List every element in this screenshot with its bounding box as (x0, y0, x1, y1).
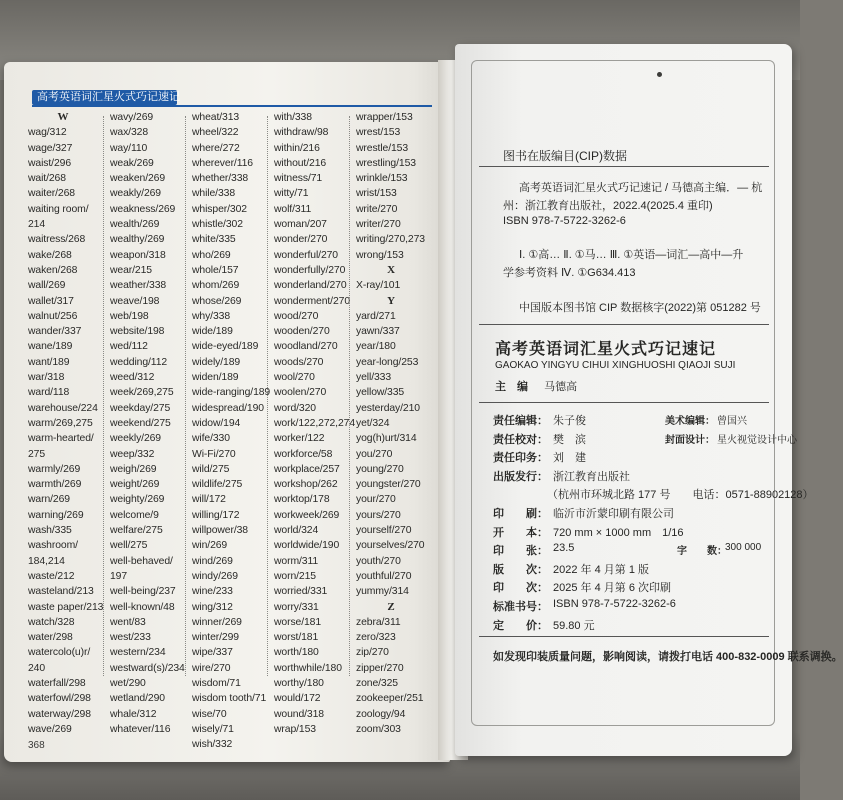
index-entry: youth/270 (356, 555, 401, 567)
index-entry: yummy/314 (356, 586, 409, 598)
index-entry: witty/71 (274, 188, 309, 200)
index-entry: whom/269 (192, 280, 240, 292)
index-entry: woolen/270 (274, 387, 327, 399)
index-entry: wire/270 (192, 662, 231, 674)
index-entry: worse/181 (274, 616, 322, 628)
cip-entry-line: 州：浙江教育出版社，2022.4(2025.4 重印) (503, 200, 713, 212)
index-entry: yellow/335 (356, 387, 405, 399)
index-entry: yard/271 (356, 310, 396, 322)
index-entry: weak/269 (110, 157, 154, 169)
index-entry: where/272 (192, 142, 240, 154)
index-entry: withdraw/98 (274, 127, 329, 139)
index-entry: 275 (28, 448, 46, 460)
detail-label: 开 本： (493, 526, 548, 539)
detail-value: （杭州市环城北路 177 号 电话：0571-88902128） (547, 489, 814, 502)
index-entry: watch/328 (28, 616, 75, 628)
index-entry: worried/331 (274, 586, 328, 598)
detail-label-secondary: 字 数： (677, 546, 727, 558)
index-entry: wander/337 (28, 326, 82, 338)
index-entry: zookeeper/251 (356, 693, 424, 705)
index-entry: westward(s)/234 (110, 662, 185, 674)
index-entry: west/233 (110, 632, 151, 644)
index-entry: zip/270 (356, 647, 389, 659)
cip-heading: 图书在版编目(CIP)数据 (503, 149, 627, 163)
index-entry: year/180 (356, 341, 396, 353)
detail-value: 朱子俊 (553, 415, 586, 427)
index-entry: widen/189 (192, 372, 239, 384)
index-entry: wooden/270 (274, 326, 330, 338)
index-entry: website/198 (110, 326, 165, 338)
index-entry: weakness/269 (110, 203, 176, 215)
index-entry: without/216 (274, 157, 327, 169)
index-entry: yell/333 (356, 372, 392, 384)
index-entry: web/198 (110, 310, 149, 322)
index-entry: well-known/48 (110, 601, 175, 613)
chief-editor (495, 378, 577, 394)
index-entry: weapon/318 (110, 249, 166, 261)
index-entry: word/320 (274, 402, 316, 414)
detail-label-secondary: 封面设计： (665, 434, 715, 446)
index-entry: will/172 (192, 494, 226, 506)
index-entry: weave/198 (110, 295, 160, 307)
index-entry: waitress/268 (28, 234, 86, 246)
detail-label: 责任编辑： (493, 415, 548, 427)
index-entry: yours/270 (356, 509, 401, 521)
cip-rule-bottom (479, 324, 769, 325)
detail-label: 版 次： (493, 563, 548, 576)
book-pinyin: GAOKAO YINGYU CIHUI XINGHUOSHI QIAOJI SUJI (495, 360, 736, 371)
index-entry: wind/269 (192, 555, 233, 567)
index-entry: wave/269 (28, 723, 72, 735)
index-entry: woods/270 (274, 356, 324, 368)
detail-label: 责任校对： (493, 433, 548, 446)
index-entry: wall/269 (28, 280, 66, 292)
index-entry: worth/180 (274, 647, 319, 659)
index-entry: water/298 (28, 632, 73, 644)
detail-value: ISBN 978-7-5722-3262-6 (553, 598, 676, 610)
index-entry: went/83 (110, 616, 146, 628)
index-entry: workforce/58 (274, 448, 333, 460)
index-entry: zoology/94 (356, 708, 406, 720)
index-letter-heading: Y (387, 294, 395, 307)
index-entry: warehouse/224 (28, 402, 98, 414)
index-entry: wane/189 (28, 341, 73, 353)
index-entry: wisdom/71 (192, 677, 241, 689)
cip-rule-top (479, 166, 769, 167)
index-entry: wild/275 (192, 463, 230, 475)
index-entry: wrong/153 (356, 249, 404, 261)
index-entry: worst/181 (274, 632, 319, 644)
index-entry: waterway/298 (28, 708, 91, 720)
index-entry: would/172 (274, 693, 321, 705)
index-entry: workplace/257 (274, 463, 340, 475)
detail-label: 责任印务： (493, 452, 548, 465)
index-entry: wake/268 (28, 249, 72, 261)
index-entry: wisdom tooth/71 (192, 693, 267, 705)
detail-value: 2022 年 4 月第 1 版 (553, 563, 649, 576)
index-entry: western/234 (110, 647, 166, 659)
index-entry: wrist/153 (356, 188, 397, 200)
index-entry: wetland/290 (110, 693, 165, 705)
detail-value-secondary: 曾国兴 (717, 416, 747, 427)
index-entry: waken/268 (28, 264, 78, 276)
detail-value-secondary: 星火视觉设计中心 (717, 434, 797, 446)
index-column (110, 110, 190, 737)
header-rule (32, 105, 432, 107)
index-entry: war/318 (28, 372, 65, 384)
detail-label: 印 次： (493, 582, 548, 595)
index-entry: win/269 (192, 540, 228, 552)
index-entry: wonderland/270 (274, 280, 347, 292)
detail-value: 临沂市沂蒙印刷有限公司 (553, 508, 674, 520)
index-entry: wear/215 (110, 264, 152, 276)
detail-label: 印 刷： (493, 508, 548, 520)
page-number: 368 (28, 740, 45, 751)
index-entry: weep/332 (110, 448, 155, 460)
detail-label-secondary: 美术编辑： (665, 416, 715, 427)
index-entry: zero/323 (356, 632, 396, 644)
index-entry: wrapper/153 (356, 112, 413, 123)
index-entry: weekend/275 (110, 417, 171, 429)
index-entry: work/122,272,274 (274, 417, 356, 429)
index-entry: waiter/268 (28, 188, 75, 200)
detail-value: 刘 建 (553, 452, 586, 465)
detail-label: 出版发行： (493, 470, 548, 483)
index-entry: worldwide/190 (274, 540, 340, 552)
index-entry: weekday/275 (110, 402, 171, 414)
index-entry: wait/268 (28, 173, 66, 185)
index-entry: whistle/302 (192, 219, 243, 231)
index-entry: wavy/269 (110, 112, 154, 123)
index-entry: yog(h)urt/314 (356, 433, 417, 445)
index-entry: wheat/313 (192, 112, 240, 123)
index-entry: wrap/153 (274, 723, 316, 735)
index-entry: weight/269 (110, 479, 160, 491)
index-entry: youngster/270 (356, 479, 421, 491)
index-entry: worktop/178 (274, 494, 330, 506)
index-entry: wherever/116 (192, 157, 253, 169)
cip-entry-line: ISBN 978-7-5722-3262-6 (503, 215, 626, 227)
index-entry: willing/172 (192, 509, 240, 521)
index-entry: within/216 (274, 142, 320, 154)
index-entry: wedding/112 (110, 356, 168, 368)
index-entry: wax/328 (110, 127, 149, 139)
index-entry: waterfowl/298 (28, 693, 91, 705)
index-entry: wing/312 (192, 601, 233, 613)
index-entry: workweek/269 (274, 509, 340, 521)
index-entry: wrinkle/153 (356, 173, 408, 185)
index-entry: wonderful/270 (274, 249, 338, 261)
index-entry: whether/338 (192, 173, 249, 185)
index-entry: writing/270,273 (356, 234, 425, 246)
chief-editor-label: 主 编 (495, 381, 528, 393)
index-entry: washroom/ (28, 540, 78, 552)
index-entry: wonder/270 (274, 234, 328, 246)
index-entry: winner/269 (192, 616, 242, 628)
detail-value: 樊 滨 (553, 433, 586, 446)
index-entry: 197 (110, 570, 128, 582)
index-entry: yourself/270 (356, 525, 412, 537)
details-rule-top (479, 402, 769, 403)
index-entry: waterfall/298 (28, 677, 86, 689)
index-column (356, 110, 436, 737)
index-entry: worker/122 (274, 433, 325, 445)
index-entry: X-ray/101 (356, 280, 401, 292)
index-entry: zoom/303 (356, 723, 401, 735)
index-entry: well/275 (110, 540, 148, 552)
index-entry: year-long/253 (356, 356, 419, 368)
index-entry: wet/290 (110, 677, 146, 689)
index-entry: wheel/322 (192, 127, 239, 139)
index-entry: wisely/71 (192, 723, 234, 735)
index-entry: welfare/275 (110, 525, 163, 537)
cip-check-number: 中国版本图书馆 CIP 数据核字(2022)第 051282 号 (519, 302, 761, 314)
detail-label: 定 价： (493, 619, 548, 632)
index-entry: widely/189 (192, 356, 241, 368)
index-entry: wife/330 (192, 433, 230, 445)
index-entry: zebra/311 (356, 616, 401, 628)
index-entry: zipper/270 (356, 662, 404, 674)
index-entry: whatever/116 (110, 723, 171, 735)
detail-value-secondary: 300 000 (725, 542, 762, 554)
index-entry: willpower/38 (192, 525, 248, 537)
index-entry: winter/299 (192, 632, 239, 644)
index-entry: walnut/256 (28, 310, 78, 322)
index-entry: wound/318 (274, 708, 324, 720)
index-entry: wood/270 (274, 310, 319, 322)
index-entry: widow/194 (192, 417, 241, 429)
index-entry: way/110 (110, 142, 148, 154)
index-entry: whole/157 (192, 264, 239, 276)
index-entry: worm/311 (274, 555, 319, 567)
index-entry: world/324 (274, 525, 319, 537)
index-entry: wrest/153 (356, 127, 401, 139)
index-entry: warm/269,275 (28, 417, 93, 429)
index-entry: wallet/317 (28, 295, 74, 307)
index-entry: wish/332 (192, 739, 233, 751)
index-letter-heading: Z (387, 600, 395, 613)
index-entry: yawn/337 (356, 326, 400, 338)
cip-class-line: Ⅰ. ①高… Ⅱ. ①马… Ⅲ. ①英语—词汇—高中—升 (519, 249, 744, 261)
index-entry: welcome/9 (110, 509, 159, 521)
index-entry: weakly/269 (110, 188, 161, 200)
index-entry: woodland/270 (274, 341, 338, 353)
book-title: 高考英语词汇星火式巧记速记 (495, 341, 717, 358)
index-letter-heading: X (387, 263, 395, 276)
index-entry: waist/296 (28, 157, 71, 169)
index-entry: week/269,275 (110, 387, 174, 399)
index-entry: wipe/337 (192, 647, 233, 659)
index-entry: weaken/269 (110, 173, 166, 185)
index-entry: widespread/190 (192, 402, 264, 414)
index-entry: why/338 (192, 310, 231, 322)
index-entry: wealth/269 (110, 219, 160, 231)
index-entry: worthwhile/180 (274, 662, 342, 674)
index-entry: warning/269 (28, 509, 84, 521)
index-entry: your/270 (356, 494, 396, 506)
index-entry: well-behaved/ (110, 555, 173, 567)
detail-value: 23.5 (553, 542, 575, 555)
index-entry: weed/312 (110, 372, 155, 384)
index-entry: warn/269 (28, 494, 70, 506)
index-entry: Wi-Fi/270 (192, 448, 236, 460)
index-entry: whose/269 (192, 295, 242, 307)
index-entry: waste/212 (28, 570, 75, 582)
index-entry: whale/312 (110, 708, 157, 720)
index-entry: ward/118 (28, 387, 70, 399)
detail-value: 720 mm × 1000 mm 1/16 (553, 526, 684, 539)
index-entry: woman/207 (274, 219, 327, 231)
right-page (455, 44, 843, 756)
chief-editor-name: 马德高 (544, 381, 578, 393)
index-entry: wine/233 (192, 586, 233, 598)
index-entry: zone/325 (356, 677, 398, 689)
detail-label: 印 张： (493, 545, 548, 558)
index-entry: warmth/269 (28, 479, 82, 491)
index-entry: wonderment/270 (274, 295, 351, 307)
index-entry: workshop/262 (274, 479, 338, 491)
index-entry: wash/335 (28, 525, 72, 537)
index-entry: well-being/237 (110, 586, 176, 598)
index-entry: warm-hearted/ (28, 433, 94, 445)
index-column (28, 110, 108, 737)
index-entry: weighty/269 (110, 494, 165, 506)
index-entry: worthy/180 (274, 677, 324, 689)
index-entry: youthful/270 (356, 570, 412, 582)
index-entry: wool/270 (274, 372, 315, 384)
index-entry: worn/215 (274, 570, 316, 582)
index-entry: you/270 (356, 448, 393, 460)
index-entry: wide-ranging/189 (192, 387, 271, 399)
index-entry: while/338 (192, 188, 236, 200)
index-entry: weather/338 (110, 280, 167, 292)
index-entry: wide-eyed/189 (192, 341, 259, 353)
index-column (274, 110, 354, 737)
index-entry: yourselves/270 (356, 540, 425, 552)
index-entry: whisper/302 (192, 203, 247, 215)
index-entry: wolf/311 (274, 203, 312, 215)
dot-mark (657, 72, 662, 77)
index-entry: wag/312 (28, 127, 67, 139)
cip-entry-line: 高考英语词汇星火式巧记速记 / 马德高主编．— 杭 (519, 182, 763, 194)
index-entry: watercolo(u)r/ (28, 647, 91, 659)
index-entry: who/269 (192, 249, 231, 261)
index-entry: wealthy/269 (110, 234, 165, 246)
index-entry: weigh/269 (110, 463, 157, 475)
detail-label: 标准书号： (493, 601, 548, 613)
index-entry: write/270 (356, 203, 398, 215)
quality-notice: 如发现印装质量问题，影响阅读，请拨打电话 400-832-0009 联系调换。 (493, 651, 843, 663)
index-entry: wasteland/213 (28, 586, 94, 598)
index-entry: waiting room/ (28, 203, 89, 215)
index-entry: wrestle/153 (356, 142, 409, 154)
index-entry: wise/70 (192, 708, 227, 720)
index-entry: wrestling/153 (356, 157, 416, 169)
index-entry: wildlife/275 (192, 479, 243, 491)
index-entry: young/270 (356, 463, 404, 475)
detail-value: 59.80 元 (553, 619, 595, 632)
index-entry: warmly/269 (28, 463, 81, 475)
detail-value: 2025 年 4 月第 6 次印刷 (553, 582, 671, 595)
index-entry: writer/270 (356, 219, 401, 231)
index-entry: yesterday/210 (356, 402, 420, 414)
index-entry: 240 (28, 662, 46, 674)
index-entry: with/338 (274, 112, 312, 123)
index-entry: wed/112 (110, 341, 148, 353)
index-entry: white/335 (192, 234, 236, 246)
cip-class-line: 学参考资料 Ⅳ. ①G634.413 (503, 267, 636, 279)
index-entry: yet/324 (356, 417, 390, 429)
running-header: 高考英语词汇星火式巧记速记 (32, 90, 177, 105)
index-entry: weekly/269 (110, 433, 161, 445)
index-column (192, 110, 272, 752)
left-page (4, 62, 450, 762)
index-entry: worry/331 (274, 601, 319, 613)
index-entry: windy/269 (192, 570, 238, 582)
index-entry: 214 (28, 219, 46, 231)
details-rule-bottom (479, 636, 769, 637)
index-entry: waste paper/213 (28, 601, 104, 613)
index-entry: want/189 (28, 356, 70, 368)
index-entry: wage/327 (28, 142, 73, 154)
index-entry: wonderfully/270 (274, 264, 346, 276)
index-entry: 184,214 (28, 555, 65, 567)
detail-value: 浙江教育出版社 (553, 470, 630, 483)
index-entry: witness/71 (274, 173, 323, 185)
index-entry: wide/189 (192, 326, 233, 338)
index-letter-heading: W (57, 111, 69, 123)
